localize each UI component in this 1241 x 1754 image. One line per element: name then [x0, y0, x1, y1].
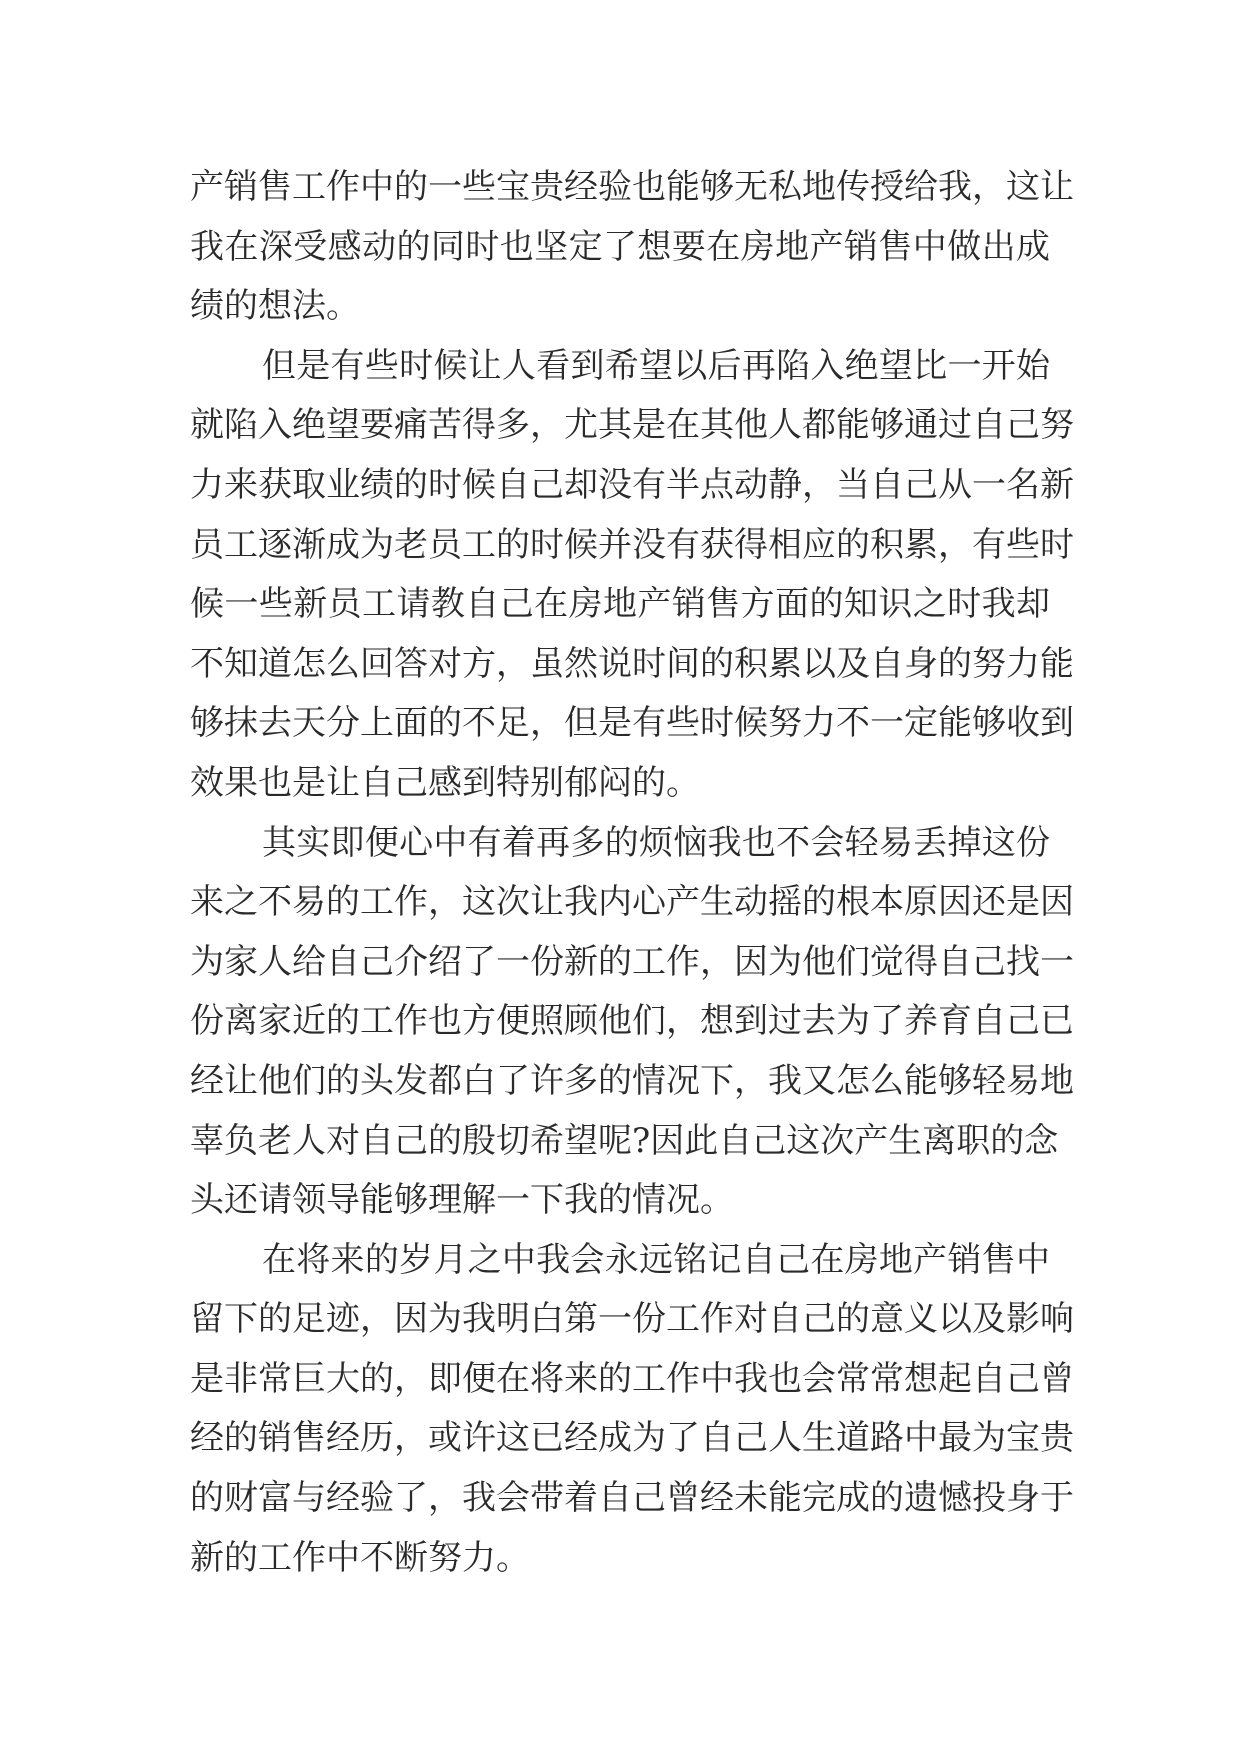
paragraph-first-line: 但是有些时候让人看到希望以后再陷入绝望比一开始 — [262, 345, 1050, 386]
text-line: 经的销售经历，或许这已经成为了自己人生道路中最为宝贵 — [190, 1418, 1074, 1459]
text-line: 就陷入绝望要痛苦得多，尤其是在其他人都能够通过自己努 — [190, 405, 1074, 446]
paragraph-first-line: 在将来的岁月之中我会永远铭记自己在房地产销售中 — [262, 1239, 1050, 1280]
text-line: 的财富与经验了，我会带着自己曾经未能完成的遗憾投身于 — [190, 1478, 1074, 1519]
text-line: 候一些新员工请教自己在房地产销售方面的知识之时我却 — [190, 584, 1050, 625]
text-line: 员工逐渐成为老员工的时候并没有获得相应的积累，有些时 — [190, 524, 1074, 565]
text-line: 新的工作中不断努力。 — [190, 1537, 530, 1578]
text-line: 绩的想法。 — [190, 286, 360, 327]
paragraph-first-line: 其实即便心中有着再多的烦恼我也不会轻易丢掉这份 — [262, 822, 1050, 863]
text-line: 效果也是让自己感到特别郁闷的。 — [190, 762, 700, 803]
text-line: 力来获取业绩的时候自己却没有半点动静，当自己从一名新 — [190, 464, 1074, 505]
text-line: 来之不易的工作，这次让我内心产生动摇的根本原因还是因 — [190, 882, 1074, 923]
text-line: 留下的足迹，因为我明白第一份工作对自己的意义以及影响 — [190, 1299, 1074, 1340]
text-line: 不知道怎么回答对方，虽然说时间的积累以及自身的努力能 — [190, 643, 1074, 684]
text-line: 经让他们的头发都白了许多的情况下，我又怎么能够轻易地 — [190, 1060, 1074, 1101]
text-line: 够抹去天分上面的不足，但是有些时候努力不一定能够收到 — [190, 703, 1074, 744]
text-line: 我在深受感动的同时也坚定了想要在房地产销售中做出成 — [190, 226, 1050, 267]
text-line: 份离家近的工作也方便照顾他们，想到过去为了养育自己已 — [190, 1001, 1074, 1042]
text-line: 产销售工作中的一些宝贵经验也能够无私地传授给我，这让 — [190, 167, 1074, 207]
text-line: 为家人给自己介绍了一份新的工作，因为他们觉得自己找一 — [190, 941, 1074, 982]
text-line: 头还请领导能够理解一下我的情况。 — [190, 1180, 734, 1221]
text-line: 辜负老人对自己的殷切希望呢?因此自己这次产生离职的念 — [190, 1120, 1059, 1161]
text-line: 是非常巨大的，即便在将来的工作中我也会常常想起自己曾 — [190, 1358, 1074, 1399]
document-body — [190, 158, 1074, 1588]
